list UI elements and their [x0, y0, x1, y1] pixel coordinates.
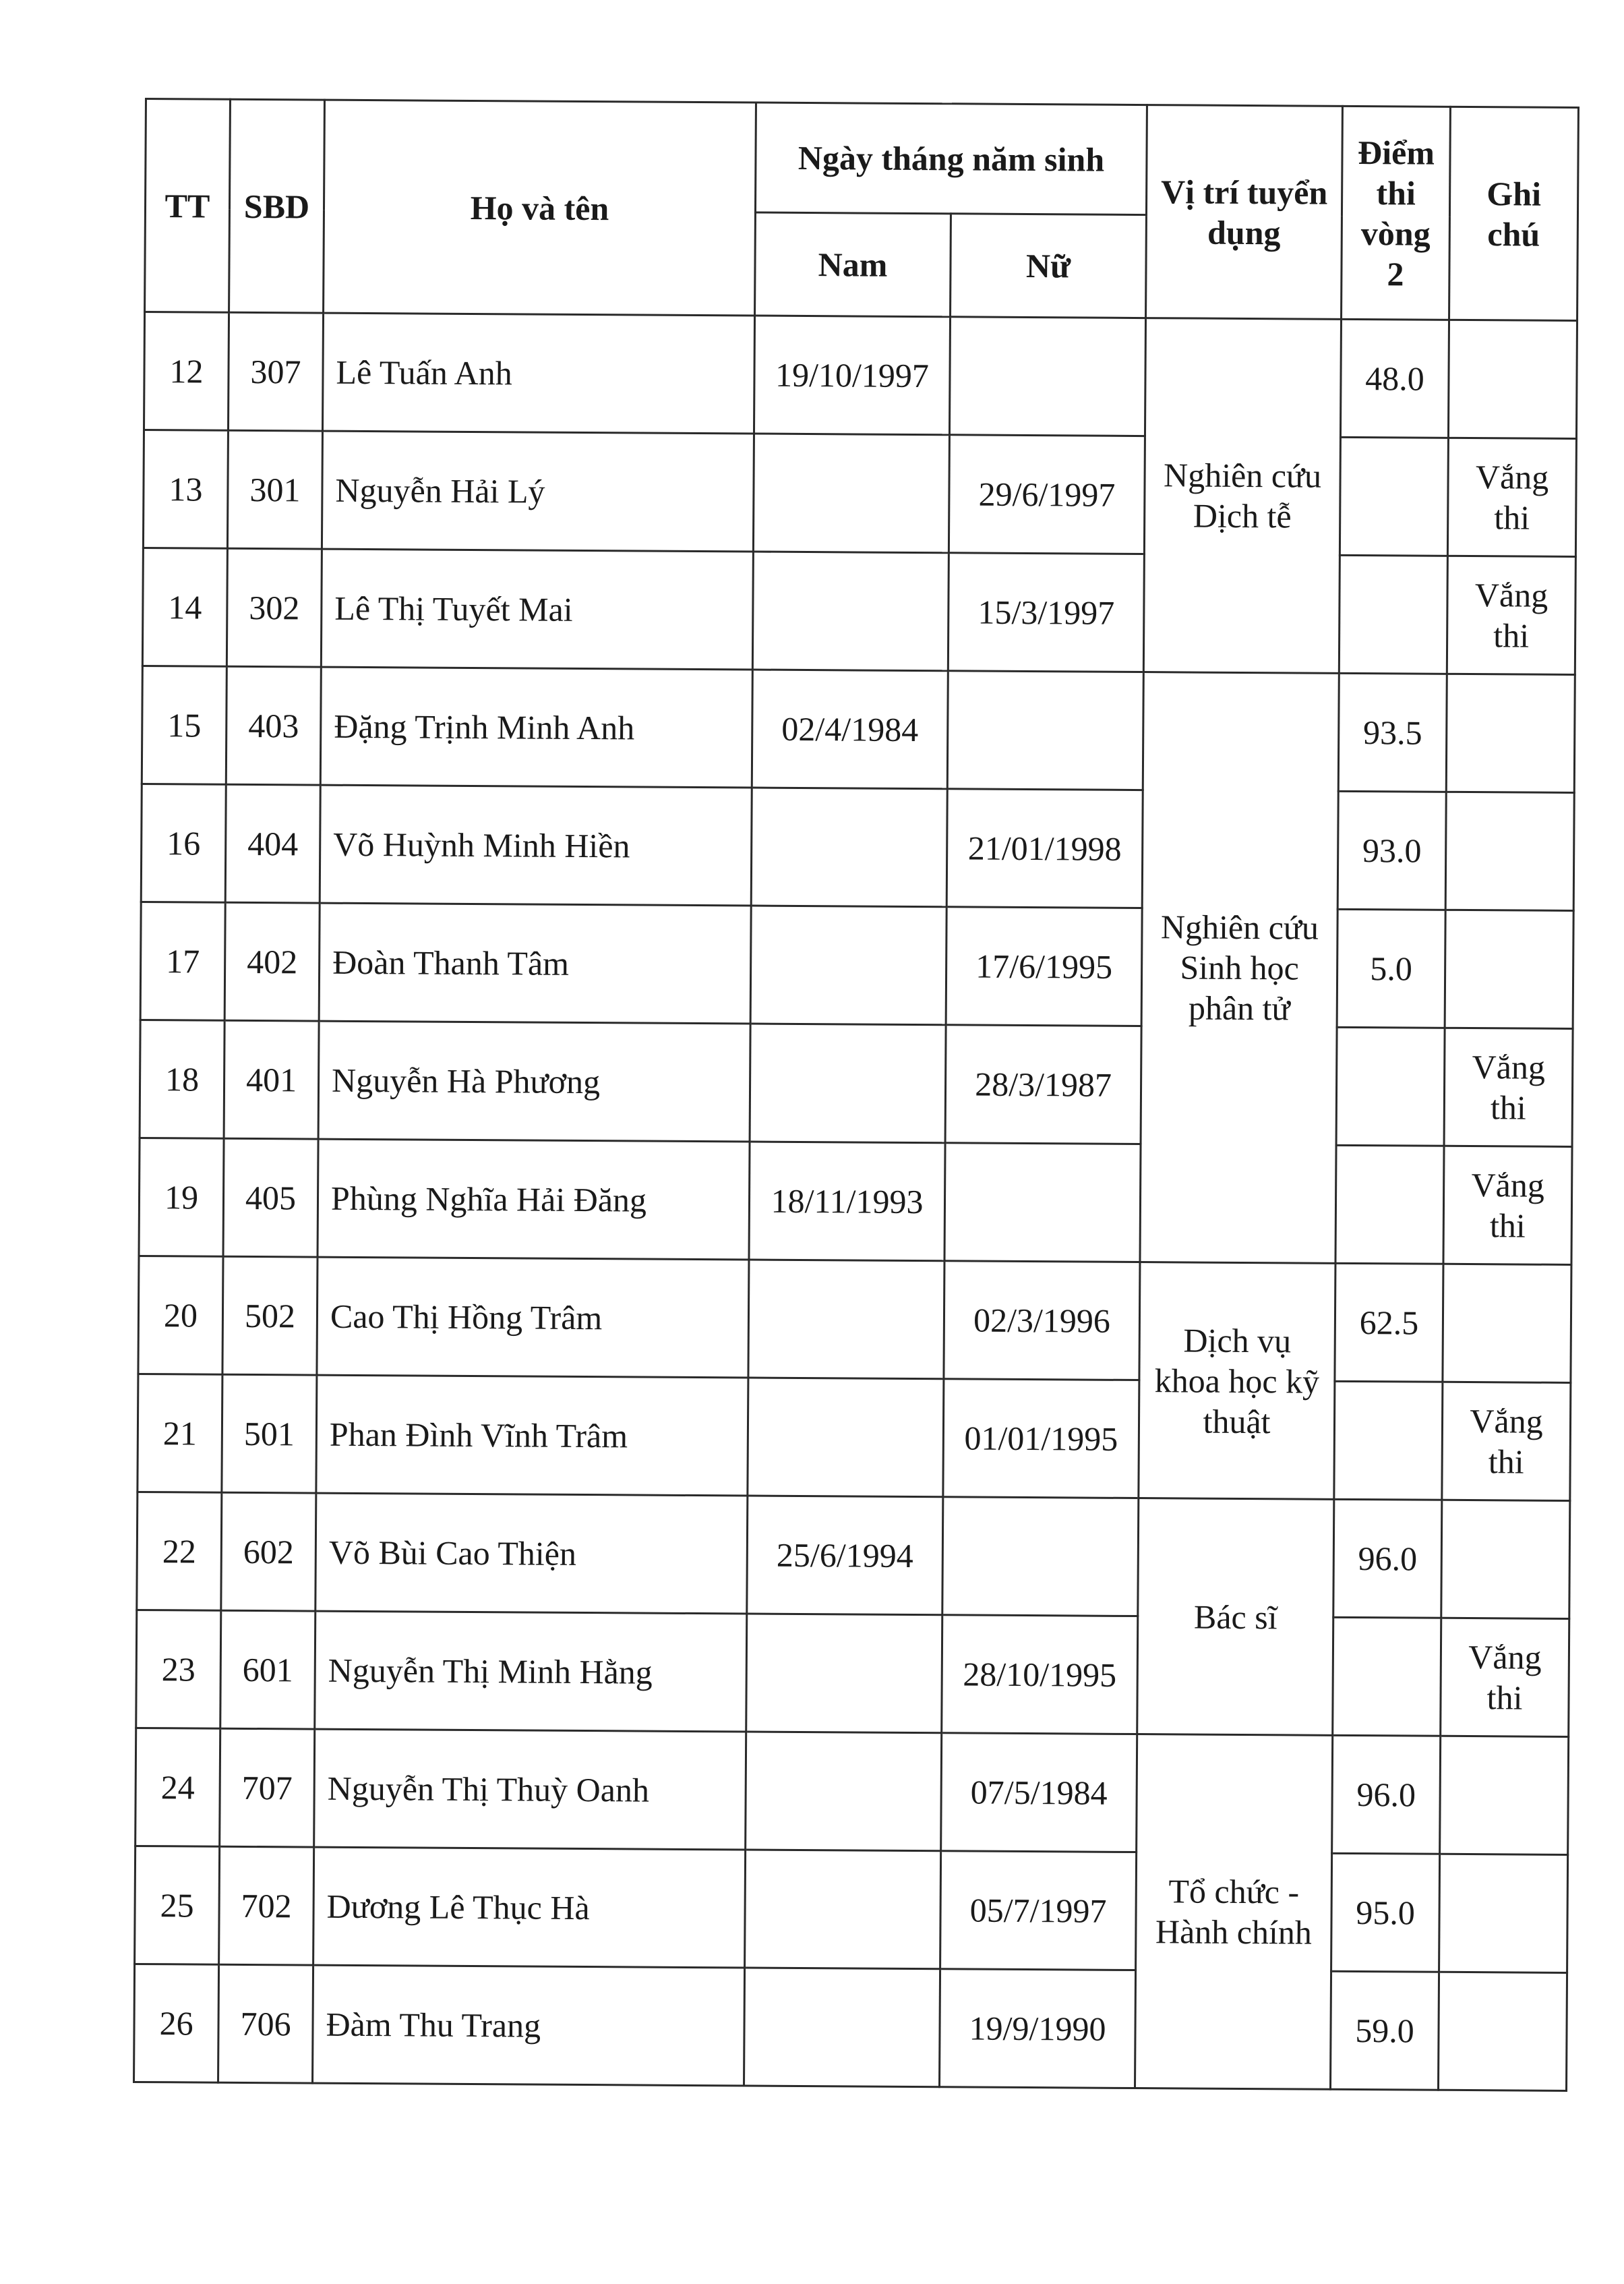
position-label: Bác sĩ: [1193, 1598, 1277, 1636]
round2-score: [1339, 555, 1447, 674]
dob-female: [947, 671, 1143, 790]
note: Vắng thi: [1444, 1028, 1573, 1146]
row-number: 22: [137, 1492, 222, 1610]
dob-male: [752, 552, 949, 671]
dob-female: [949, 317, 1145, 436]
round2-score: [1340, 437, 1448, 556]
candidate-name: Dương Lê Thục Hà: [313, 1847, 746, 1968]
dob-female: 17/6/1995: [946, 907, 1142, 1026]
candidate-name: Cao Thị Hồng Trâm: [317, 1257, 749, 1378]
row-number: 23: [136, 1610, 221, 1728]
candidate-number: 301: [227, 430, 322, 549]
dob-female: [942, 1497, 1139, 1616]
note: Vắng thi: [1443, 1146, 1572, 1264]
note: [1445, 792, 1574, 910]
header-score: Điểm thi vòng 2: [1342, 106, 1451, 320]
candidate-number: 601: [220, 1610, 315, 1729]
candidate-number: 405: [223, 1138, 318, 1257]
candidate-number: 403: [226, 666, 321, 785]
position-group: [1143, 318, 1341, 674]
row-number: 25: [135, 1846, 220, 1964]
round2-score: 93.5: [1338, 673, 1447, 792]
dob-female: 07/5/1984: [941, 1733, 1137, 1852]
note: Vắng thi: [1442, 1382, 1571, 1500]
round2-score: 96.0: [1333, 1499, 1442, 1618]
candidate-name: Nguyễn Thị Minh Hằng: [315, 1611, 747, 1732]
round2-score: [1336, 1027, 1445, 1146]
dob-female: [944, 1143, 1141, 1262]
round2-score: [1335, 1145, 1444, 1264]
dob-male: [748, 1260, 944, 1379]
table-row: [142, 548, 1575, 674]
candidate-name: Lê Tuấn Anh: [322, 313, 754, 434]
row-number: 16: [141, 784, 226, 902]
candidate-number: 707: [220, 1728, 315, 1847]
position-label: Tổ chức - Hành chính: [1155, 1872, 1313, 1952]
position-group: [1135, 1734, 1333, 2090]
round2-score: 95.0: [1331, 1853, 1440, 1972]
round2-score: 93.0: [1337, 791, 1446, 910]
row-number: 17: [140, 902, 225, 1020]
table-row: [140, 1020, 1573, 1146]
dob-male: [750, 1024, 946, 1143]
note: [1441, 1500, 1570, 1618]
candidate-name: Võ Huỳnh Minh Hiền: [320, 785, 752, 906]
candidate-number: 404: [225, 784, 320, 903]
candidate-number: 402: [224, 902, 320, 1021]
candidate-number: 302: [227, 548, 322, 667]
dob-male: [750, 906, 946, 1025]
dob-female: 28/3/1987: [945, 1025, 1141, 1144]
dob-male: 02/4/1984: [752, 670, 948, 789]
candidate-name: Nguyễn Hà Phương: [318, 1021, 750, 1142]
row-number: 15: [142, 666, 227, 784]
row-number: 26: [134, 1964, 219, 2082]
position-group: [1139, 1262, 1335, 1500]
dob-female: 01/01/1995: [943, 1379, 1139, 1498]
dob-female: 28/10/1995: [942, 1615, 1138, 1734]
exam-results-table: [133, 98, 1580, 2092]
candidate-name: Đặng Trịnh Minh Anh: [320, 667, 752, 788]
candidate-name: Nguyễn Thị Thuỳ Oanh: [314, 1729, 746, 1850]
row-number: 20: [138, 1256, 223, 1374]
candidate-name: Đoàn Thanh Tâm: [319, 903, 751, 1024]
header-female: Nữ: [951, 214, 1147, 318]
position-group: [1140, 672, 1339, 1264]
round2-score: [1334, 1381, 1443, 1500]
note: [1443, 1264, 1571, 1382]
dob-male: [753, 434, 949, 553]
note: [1445, 910, 1573, 1028]
row-number: 24: [136, 1728, 220, 1846]
round2-score: 5.0: [1337, 909, 1445, 1028]
header-name: Họ và tên: [324, 100, 756, 316]
candidate-name: Võ Bùi Cao Thiện: [315, 1493, 748, 1614]
dob-male: [744, 1968, 940, 2087]
position-label: Dịch vụ khoa học kỹ thuật: [1154, 1320, 1320, 1440]
round2-score: 96.0: [1332, 1735, 1441, 1854]
dob-female: 15/3/1997: [948, 553, 1144, 672]
dob-female: 05/7/1997: [940, 1851, 1137, 1970]
candidate-name: Phùng Nghĩa Hải Đăng: [318, 1139, 750, 1260]
note: [1440, 1736, 1569, 1854]
row-number: 18: [140, 1020, 224, 1138]
dob-female: 29/6/1997: [949, 435, 1145, 554]
candidate-number: 401: [224, 1020, 319, 1139]
table-row: [135, 1846, 1568, 1972]
table-row: [143, 430, 1576, 557]
position-label: Nghiên cứu Sinh học phân tử: [1160, 908, 1319, 1028]
row-number: 21: [138, 1374, 222, 1492]
dob-male: 25/6/1994: [747, 1496, 943, 1615]
dob-female: 02/3/1996: [944, 1261, 1140, 1380]
note: [1439, 1972, 1567, 2090]
table-body: [134, 312, 1577, 2091]
table-row: [142, 666, 1575, 792]
table-row: [141, 784, 1574, 910]
row-number: 12: [144, 312, 229, 431]
dob-male: 18/11/1993: [749, 1142, 945, 1261]
candidate-number: 307: [228, 312, 323, 431]
table-row: [144, 312, 1577, 439]
candidate-number: 602: [221, 1492, 316, 1611]
note: [1439, 1854, 1568, 1972]
dob-male: 19/10/1997: [754, 316, 950, 435]
row-number: 13: [143, 430, 228, 549]
dob-male: [748, 1378, 944, 1497]
candidate-name: Phan Đình Vĩnh Trâm: [316, 1375, 748, 1496]
candidate-number: 702: [219, 1846, 314, 1965]
candidate-name: Nguyễn Hải Lý: [322, 431, 754, 552]
table-row: [136, 1728, 1569, 1854]
candidate-number: 502: [222, 1256, 318, 1375]
round2-score: [1333, 1617, 1441, 1736]
note: Vắng thi: [1447, 438, 1576, 556]
round2-score: 59.0: [1331, 1971, 1439, 2090]
header-sbd: SBD: [229, 99, 325, 313]
header-position: Vị trí tuyển dụng: [1146, 105, 1343, 320]
candidate-name: Lê Thị Tuyết Mai: [321, 549, 753, 670]
header-dob: Ngày tháng năm sinh: [755, 103, 1147, 215]
round2-score: 62.5: [1335, 1263, 1443, 1382]
position-label: Nghiên cứu Dịch tễ: [1163, 456, 1322, 535]
row-number: 19: [139, 1138, 224, 1256]
dob-male: [746, 1614, 942, 1733]
table-row: [138, 1374, 1571, 1500]
note: Vắng thi: [1447, 556, 1575, 674]
table-row: [136, 1610, 1569, 1736]
note: [1446, 674, 1575, 792]
table-row: [139, 1138, 1572, 1264]
round2-score: 48.0: [1340, 319, 1449, 438]
row-number: 14: [142, 548, 227, 666]
candidate-name: Đàm Thu Trang: [313, 1965, 745, 2086]
position-group: [1137, 1498, 1334, 1736]
dob-male: [751, 788, 947, 907]
header-male: Nam: [755, 212, 951, 317]
header-tt: TT: [145, 99, 231, 313]
table-row: [137, 1492, 1570, 1618]
dob-male: [745, 1850, 941, 1969]
note: Vắng thi: [1441, 1618, 1569, 1736]
dob-female: 21/01/1998: [946, 789, 1143, 908]
candidate-number: 706: [218, 1964, 313, 2083]
table-row: [134, 1964, 1567, 2090]
document-sheet: [133, 98, 1577, 2092]
table-row: [138, 1256, 1571, 1382]
dob-male: [746, 1732, 942, 1851]
candidate-number: 501: [222, 1374, 317, 1493]
note: [1448, 320, 1577, 438]
dob-female: 19/9/1990: [940, 1969, 1136, 2088]
header-note: Ghi chú: [1449, 107, 1579, 320]
table-row: [140, 902, 1573, 1028]
